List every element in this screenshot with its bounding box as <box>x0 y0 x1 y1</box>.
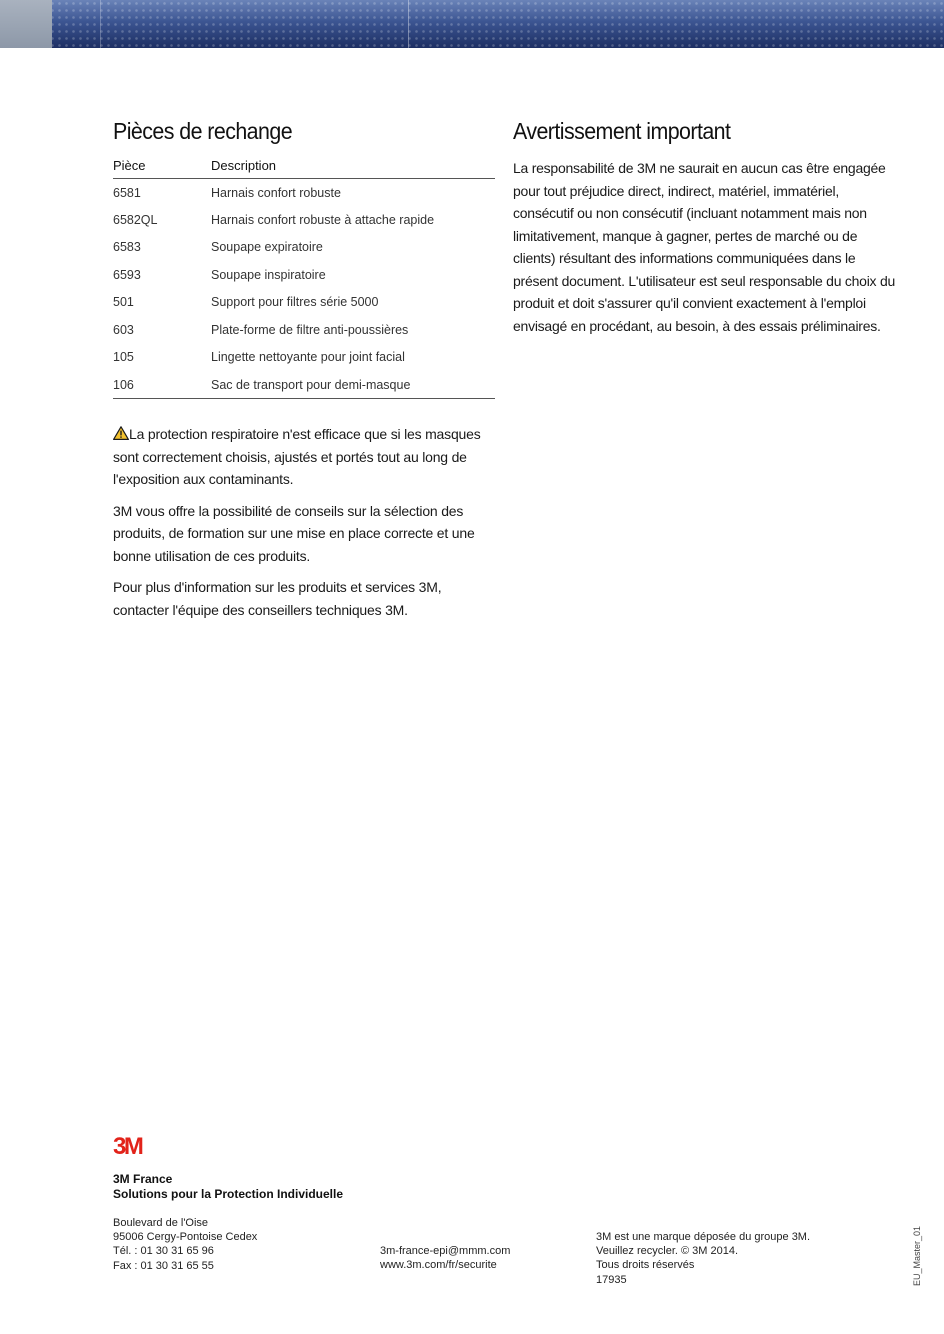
logo-text: 3M <box>113 1134 142 1156</box>
table-header-row <box>113 158 495 179</box>
column-header-description: Description <box>211 158 495 179</box>
part-description: Soupape inspiratoire <box>211 267 326 282</box>
part-description: Harnais confort robuste <box>211 185 341 200</box>
legal-line: Veuillez recycler. © 3M 2014. <box>596 1245 739 1258</box>
address-line: 95006 Cergy-Pontoise Cedex <box>113 1231 258 1244</box>
company-block <box>113 1172 343 1202</box>
table-row <box>113 179 495 207</box>
header-banner <box>0 0 944 48</box>
fax-number: Fax : 01 30 31 65 55 <box>113 1259 214 1272</box>
spare-parts-table <box>113 158 495 399</box>
important-warning-title: Avertissement important <box>513 118 731 144</box>
part-code: 603 <box>113 322 134 337</box>
phone-number: Tél. : 01 30 31 65 96 <box>113 1245 214 1258</box>
legal-line: Tous droits réservés <box>596 1259 695 1272</box>
company-division: Solutions pour la Protection Individuelle <box>113 1187 344 1201</box>
legal-line: 3M est une marque déposée du groupe 3M. <box>596 1231 811 1243</box>
side-document-code: EU_Master_01 <box>912 1225 922 1286</box>
spare-parts-section <box>113 118 495 630</box>
banner-divider <box>100 0 101 48</box>
note-paragraph: 3M vous offre la possibilité de conseils sur la sélection des produits, de formation sur une mise en place correcte et une bonne utilisation de ces produits. <box>113 502 475 564</box>
footer-address <box>113 1216 257 1273</box>
table-row <box>113 316 495 344</box>
footer-legal <box>596 1230 810 1287</box>
footer-contact <box>380 1244 510 1272</box>
document-number: 17935 <box>596 1273 627 1286</box>
part-description: Harnais confort robuste à attache rapide <box>211 212 435 227</box>
table-row <box>113 289 495 317</box>
part-code: 6583 <box>113 240 141 255</box>
safety-notes <box>113 423 495 621</box>
address-line: Boulevard de l'Oise <box>113 1217 209 1229</box>
spare-parts-title: Pièces de rechange <box>113 118 293 144</box>
part-description: Sac de transport pour demi-masque <box>211 371 495 399</box>
3m-logo <box>113 1134 153 1156</box>
note-paragraph: Pour plus d'information sur les produits et services 3M, contacter l'équipe des conseillers techniques 3M. <box>113 579 442 618</box>
table-row <box>113 344 495 372</box>
note-paragraph <box>113 423 495 491</box>
note-text: La protection respiratoire n'est efficace que si les masques sont correctement choisis, ajustés et portés tout au long de l'exposition aux contaminants. <box>113 426 481 487</box>
table-row <box>113 234 495 262</box>
part-description: Plate-forme de filtre anti-poussières <box>211 322 409 337</box>
part-description: Lingette nettoyante pour joint facial <box>211 350 405 365</box>
part-code: 6581 <box>113 185 141 200</box>
website-link[interactable]: www.3m.com/fr/securite <box>380 1259 497 1272</box>
table-row <box>113 371 495 399</box>
important-warning-section <box>513 118 903 337</box>
warning-triangle-icon <box>113 424 129 438</box>
email-link[interactable]: 3m-france-epi@mmm.com <box>380 1245 511 1257</box>
part-description: Support pour filtres série 5000 <box>211 295 379 310</box>
part-description: Soupape expiratoire <box>211 240 323 255</box>
table-row <box>113 206 495 234</box>
part-code: 106 <box>113 371 211 399</box>
disclaimer-text: La responsabilité de 3M ne saurait en aucun cas être engagée pour tout préjudice direct, indirect, matériel, immatériel, consécutif ou non consécutif (incluant notamment mais non limitativement, manque à gagner, pertes de marché ou de clients) résultant des informations communiquées dans le présent document. L'utilisateur est seul responsable du choix du produit et doit s'assurer qu'il convient exactement à l'emploi envisagé en procédant, au besoin, à des essais préliminaires. <box>513 160 896 334</box>
column-header-part: Pièce <box>113 158 211 179</box>
part-code: 6593 <box>113 267 141 282</box>
table-row <box>113 261 495 289</box>
company-name: 3M France <box>113 1172 173 1186</box>
part-code: 501 <box>113 295 134 310</box>
part-code: 6582QL <box>113 212 158 227</box>
part-code: 105 <box>113 350 134 365</box>
